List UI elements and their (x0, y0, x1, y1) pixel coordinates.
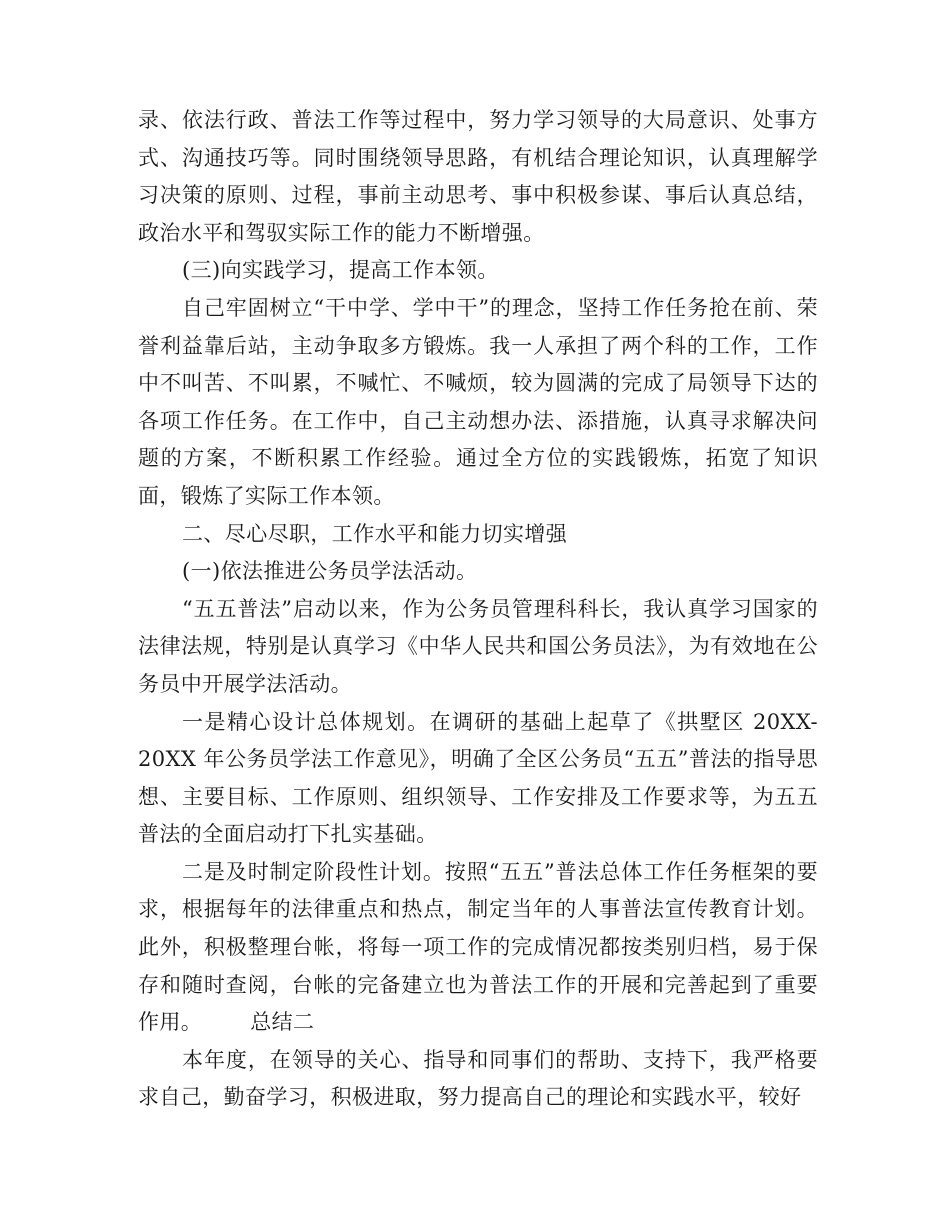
subheading-three: (三)向实践学习，提高工作本领。 (182, 258, 499, 283)
paragraph-annual: 本年度，在领导的关心、指导和同事们的帮助、支持下，我严格要求自己，勤奋学习，积极进取，努力提高自己的理论和实践水平，较好 (138, 1047, 818, 1110)
paragraph-phase-plan-text: 二是及时制定阶段性计划。按照“五五”普法总体工作任务框架的要求，根据每年的法律重点和热点，制定当年的人事普法宣传教育计划。此外，积极整理台帐，将每一项工作的完成情况都按类别归档，易于保存和随时查阅，台帐的完备建立也为普法工作的开展和完善起到了重要作用。 (138, 859, 818, 1035)
paragraph-planning: 一是精心设计总体规划。在调研的基础上起草了《拱墅区 20XX-20XX 年公务员学法工作意见》，明确了全区公务员“五五”普法的指导思想、主要目标、工作原则、组织领导、工作安排及工作要求等，为五五普法的全面启动打下扎实基础。 (138, 709, 818, 847)
summary-two-heading: 总结二 (250, 1010, 315, 1035)
paragraph-practice: 自己牢固树立“干中学、学中干”的理念，坚持工作任务抢在前、荣誉利益靠后站，主动争取多方锻炼。我一人承担了两个科的工作，工作中不叫苦、不叫累，不喊忙、不喊烦，较为圆满的完成了局领导下达的各项工作任务。在工作中，自己主动想办法、添措施，认真寻求解决问题的方案，不断积累工作经验。通过全方位的实践锻炼，拓宽了知识面，锻炼了实际工作本领。 (138, 295, 818, 508)
paragraph-continuation: 录、依法行政、普法工作等过程中，努力学习领导的大局意识、处事方式、沟通技巧等。同时围绕领导思路，有机结合理论知识，认真理解学习决策的原则、过程，事前主动思考、事中积极参谋、事后认真总结，政治水平和驾驭实际工作的能力不断增强。 (138, 108, 818, 245)
subheading-one: (一)依法推进公务员学法活动。 (182, 559, 478, 584)
document-body (138, 102, 818, 1117)
paragraph-law-study: “五五普法”启动以来，作为公务员管理科科长，我认真学习国家的法律法规，特别是认真学习《中华人民共和国公务员法》，为有效地在公务员中开展学法活动。 (138, 596, 818, 696)
section-heading-two: 二、尽心尽职，工作水平和能力切实增强 (182, 521, 568, 546)
paragraph-phase-plan (138, 854, 818, 1042)
